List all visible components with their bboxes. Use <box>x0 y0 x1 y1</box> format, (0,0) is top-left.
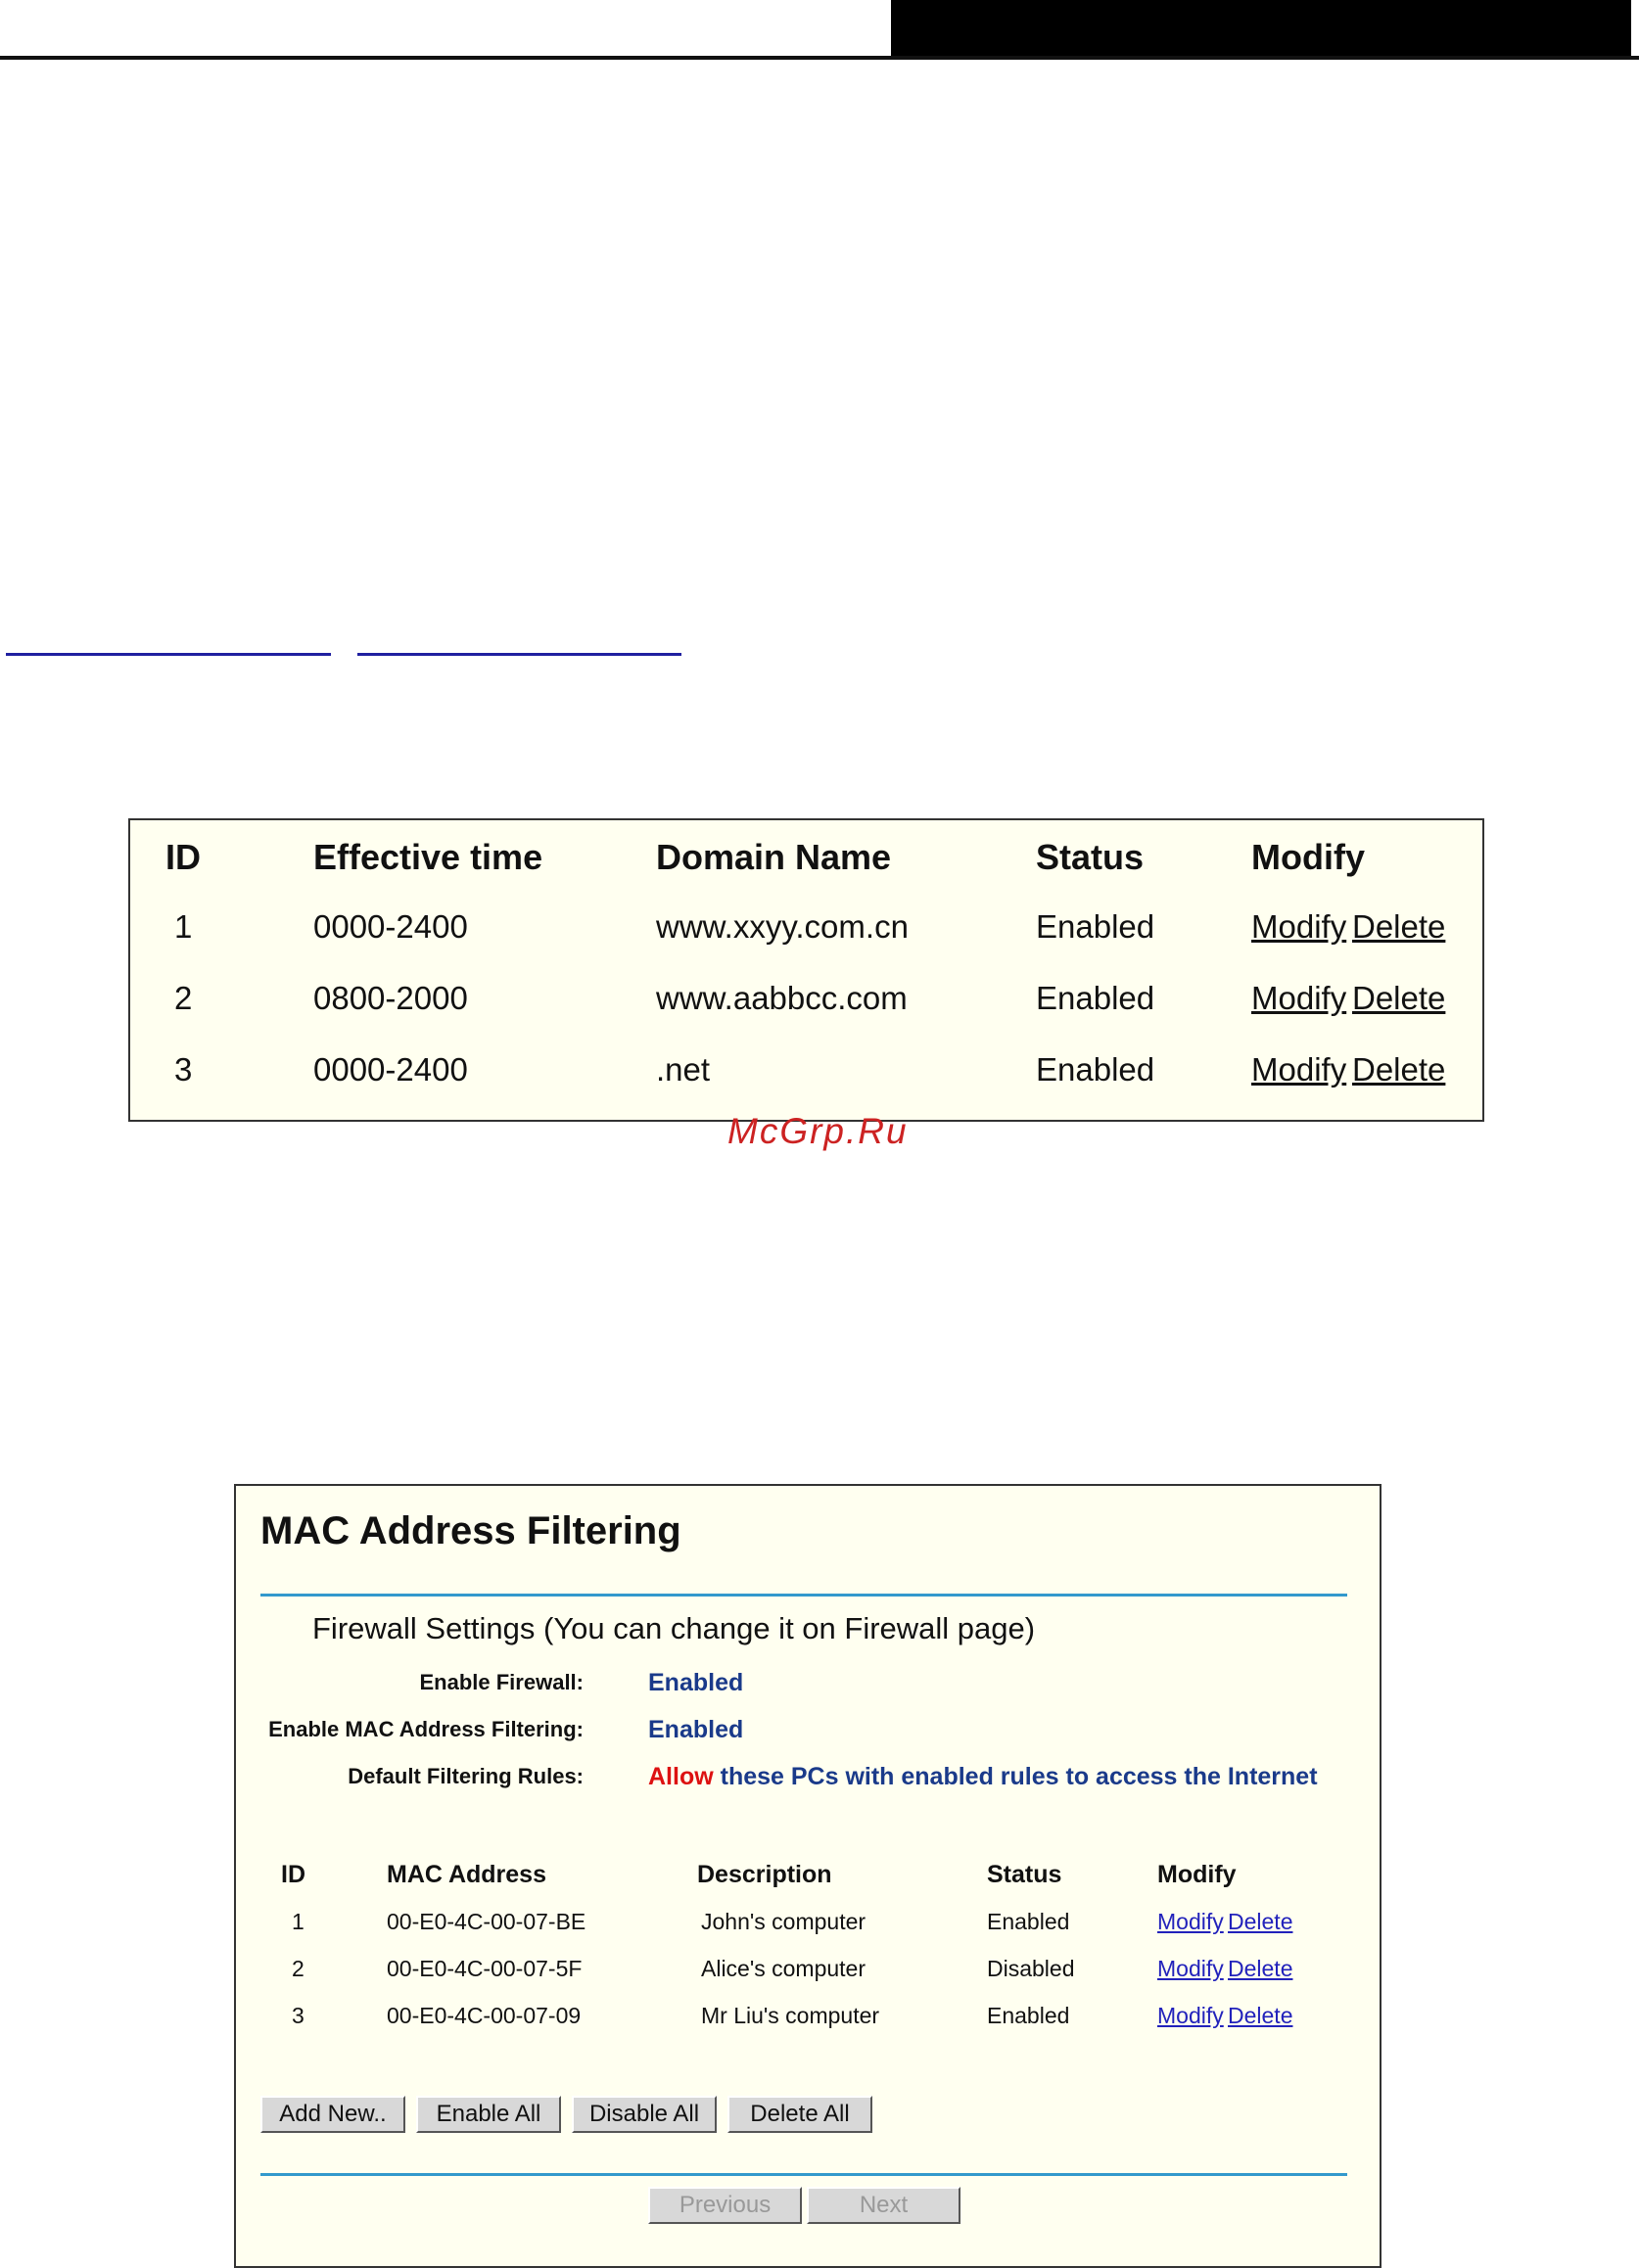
watermark-text: McGrp.Ru <box>727 1111 909 1151</box>
allow-keyword: Allow <box>648 1763 714 1790</box>
mac-row-2-status: Disabled <box>987 1956 1075 1981</box>
header-id: ID <box>165 837 201 877</box>
mac-header-modify: Modify <box>1157 1861 1237 1888</box>
enable-firewall-label: Enable Firewall: <box>419 1670 584 1694</box>
mac-header-id: ID <box>281 1861 305 1888</box>
mac-row-1-id: 1 <box>292 1909 304 1934</box>
default-rules-rest: these PCs with enabled rules to access the Internet <box>713 1763 1318 1790</box>
add-new-button[interactable]: Add New.. <box>260 2096 405 2133</box>
mac-row-1-delete-link[interactable]: Delete <box>1228 1909 1293 1934</box>
buttons-divider <box>260 2173 1347 2176</box>
row-1-modify-link[interactable]: Modify <box>1251 908 1347 945</box>
row-3-domain-name: .net <box>656 1051 711 1088</box>
row-2-domain-name: www.aabbcc.com <box>656 980 908 1016</box>
next-button[interactable]: Next <box>807 2187 960 2224</box>
enable-mac-filtering-value: Enabled <box>648 1716 744 1743</box>
mac-row-3-delete-link[interactable]: Delete <box>1228 2003 1293 2028</box>
row-1-id: 1 <box>174 908 193 945</box>
header-effective-time: Effective time <box>313 837 543 877</box>
row-2-id: 2 <box>174 980 193 1016</box>
header-status: Status <box>1036 837 1145 877</box>
row-2-effective-time: 0800-2000 <box>313 980 468 1016</box>
mac-row-3-modify-link[interactable]: Modify <box>1157 2003 1224 2028</box>
mac-row-1-mac: 00-E0-4C-00-07-BE <box>387 1909 586 1934</box>
row-1-domain-name: www.xxyy.com.cn <box>656 908 909 945</box>
domain-filtering-table <box>128 818 1484 1122</box>
delete-all-button[interactable]: Delete All <box>727 2096 872 2133</box>
underlined-link-2[interactable] <box>357 653 681 656</box>
mac-row-2-delete-link[interactable]: Delete <box>1228 1956 1293 1981</box>
row-2-delete-link[interactable]: Delete <box>1352 980 1446 1016</box>
row-1-delete-link[interactable]: Delete <box>1352 908 1446 945</box>
firewall-settings-title: Firewall Settings (You can change it on Firewall page) <box>312 1611 1036 1645</box>
mac-filtering-title: MAC Address Filtering <box>260 1509 681 1552</box>
header-modify: Modify <box>1251 837 1365 877</box>
default-filtering-rules-label: Default Filtering Rules: <box>348 1764 584 1788</box>
underlined-link-1[interactable] <box>6 653 331 656</box>
mac-header-description: Description <box>697 1861 832 1888</box>
header-rule <box>0 56 1639 60</box>
previous-button[interactable]: Previous <box>648 2187 802 2224</box>
mac-row-1-modify-link[interactable]: Modify <box>1157 1909 1224 1934</box>
disable-all-button[interactable]: Disable All <box>572 2096 717 2133</box>
row-3-modify-link[interactable]: Modify <box>1251 1051 1347 1088</box>
default-filtering-rules-value <box>648 1765 1318 1789</box>
mac-row-2-mac: 00-E0-4C-00-07-5F <box>387 1956 583 1981</box>
row-3-id: 3 <box>174 1051 193 1088</box>
mac-row-2-description: Alice's computer <box>701 1956 866 1981</box>
mac-row-1-status: Enabled <box>987 1909 1070 1934</box>
row-2-modify-link[interactable]: Modify <box>1251 980 1347 1016</box>
header-domain-name: Domain Name <box>656 837 892 877</box>
mac-row-2-modify-link[interactable]: Modify <box>1157 1956 1224 1981</box>
mac-row-3-mac: 00-E0-4C-00-07-09 <box>387 2003 582 2028</box>
mac-filtering-panel <box>234 1484 1381 2268</box>
row-3-effective-time: 0000-2400 <box>313 1051 468 1088</box>
row-3-status: Enabled <box>1036 1051 1155 1088</box>
row-2-status: Enabled <box>1036 980 1155 1016</box>
enable-mac-filtering-label: Enable MAC Address Filtering: <box>268 1717 584 1741</box>
enable-firewall-value: Enabled <box>648 1669 744 1696</box>
row-3-delete-link[interactable]: Delete <box>1352 1051 1446 1088</box>
mac-row-3-status: Enabled <box>987 2003 1070 2028</box>
mac-row-3-id: 3 <box>292 2003 304 2028</box>
mac-header-status: Status <box>987 1861 1062 1888</box>
mac-header-mac-address: MAC Address <box>387 1861 546 1888</box>
row-1-effective-time: 0000-2400 <box>313 908 468 945</box>
row-1-status: Enabled <box>1036 908 1155 945</box>
enable-all-button[interactable]: Enable All <box>416 2096 561 2133</box>
header-black-bar <box>891 0 1631 56</box>
title-divider <box>260 1594 1347 1597</box>
mac-row-2-id: 2 <box>292 1956 304 1981</box>
mac-row-3-description: Mr Liu's computer <box>701 2003 880 2028</box>
mac-row-1-description: John's computer <box>701 1909 866 1934</box>
